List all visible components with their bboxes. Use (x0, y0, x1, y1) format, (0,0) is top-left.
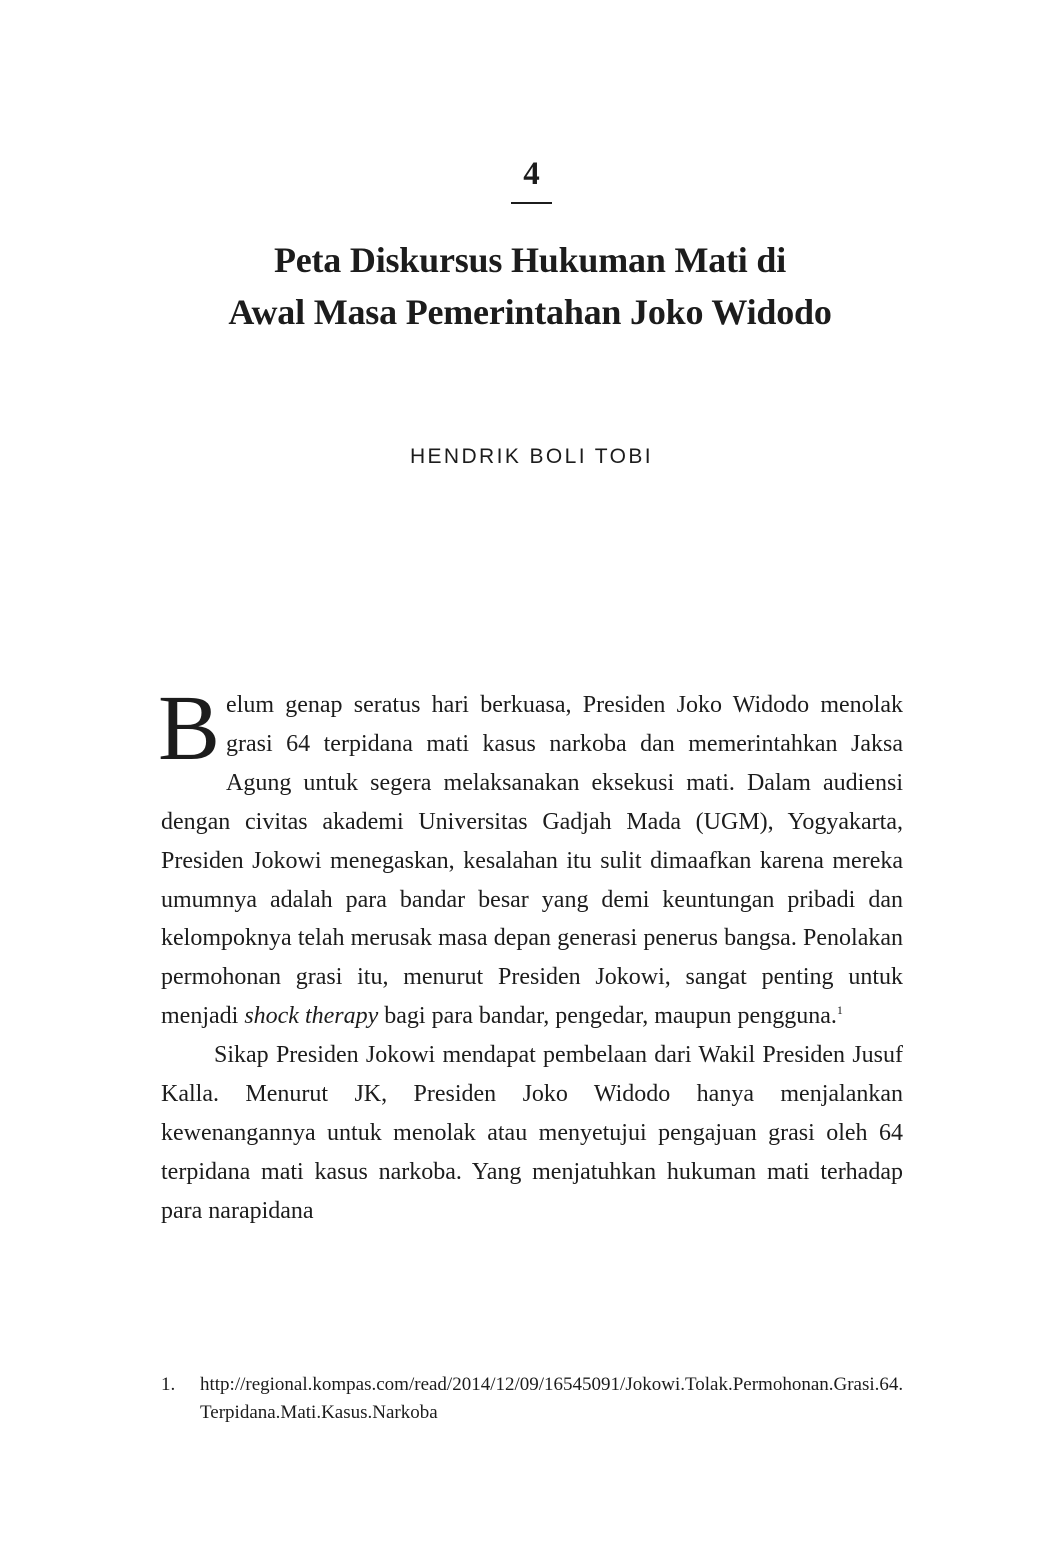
paragraph-2: Sikap Presiden Jokowi mendapat pembelaan dari Wakil Presiden Jusuf Kalla. Menurut JK, Presiden Joko Widodo hanya menjalankan kewenangannya untuk menolak atau menyetujui pengajuan grasi oleh 64 terpidana mati kasus narkoba. Yang menjatuhkan hukuman mati terhadap para narapidana (161, 1042, 903, 1224)
paragraph-1-text-start: elum genap seratus hari berkuasa, Presiden Joko Widodo menolak grasi 64 terpidana mati kasus narkoba dan memerintahkan Jaksa Agung untuk segera melaksanakan eksekusi mati. Dalam audiensi dengan civitas akademi Universitas Gadjah Mada (UGM), Yogyakarta, Presiden Jokowi menegaskan, kesalahan itu sulit dimaafkan karena mereka umumnya adalah para bandar besar yang demi keuntungan pribadi dan kelompoknya telah merusak masa depan generasi penerus bangsa. Penolakan permohonan grasi itu, menurut Presiden Jokowi, sangat penting untuk menjadi (161, 692, 903, 1030)
footnote-reference[interactable]: 1 (836, 1003, 843, 1018)
footnote-number: 1. (161, 1374, 176, 1395)
paragraph-1-text-end: bagi para bandar, pengedar, maupun pengguna. (378, 1003, 837, 1030)
chapter-title-line-1: Peta Diskursus Hukuman Mati di (273, 240, 787, 280)
body-text (158, 677, 903, 1231)
paragraph-1 (158, 677, 903, 1036)
chapter-title (100, 234, 960, 338)
chapter-number-rule (511, 202, 552, 204)
drop-cap: B (158, 677, 221, 780)
paragraph-1-italic-term: shock therapy (244, 1003, 379, 1030)
chapter-title-line-2: Awal Masa Pemerintahan Joko Widodo (228, 292, 832, 332)
chapter-number: 4 (523, 156, 540, 192)
footnote-url[interactable]: http://regional.kompas.com/read/2014/12/09/16545091/Jokowi.Tolak.​Permohonan.Grasi.64.Terpidana.Mati.Kasus.Narkoba (200, 1374, 904, 1423)
author-name: HENDRIK BOLI TOBI (409, 445, 654, 468)
footnote (161, 1371, 913, 1427)
